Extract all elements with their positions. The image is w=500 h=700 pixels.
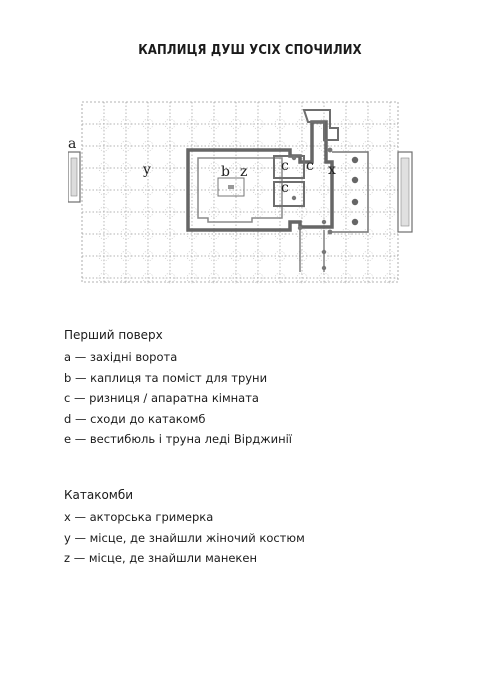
legend-first-floor <box>64 329 292 455</box>
east-stair-inner <box>401 158 409 226</box>
north-annex <box>304 110 338 140</box>
plan-label-a: a <box>68 136 77 152</box>
vault-arc <box>121 229 131 239</box>
legend-dash: — <box>70 510 90 524</box>
legend-title-first-floor: Перший поверх <box>64 328 163 342</box>
vestibule <box>332 152 368 232</box>
grid-boundary <box>82 102 398 282</box>
column <box>298 226 302 230</box>
legend-item-d <box>64 411 292 426</box>
plan-label-c-upper: c <box>281 158 289 174</box>
legend-key: d <box>64 411 72 426</box>
floor-plan <box>68 92 428 292</box>
column <box>328 148 333 153</box>
floor-plan-drawing <box>68 92 428 292</box>
vault-arc <box>363 141 373 151</box>
plan-label-z: z <box>240 164 248 180</box>
legend-item-c <box>64 393 292 405</box>
column <box>352 157 358 163</box>
legend-title-catacombs: Катакомби <box>64 488 134 502</box>
legend-dash: — <box>70 530 90 545</box>
plan-label-c-lower: c <box>281 180 289 196</box>
column <box>292 156 296 160</box>
column <box>322 220 326 224</box>
legend-key: a <box>64 350 72 364</box>
legend-key: b <box>64 370 72 385</box>
legend-key: y <box>64 530 71 545</box>
vault-arc <box>297 229 307 239</box>
legend-text: каплиця та поміст для труни <box>90 370 268 385</box>
legend-item-b <box>64 370 292 385</box>
plan-label-c-mid: c <box>306 158 314 174</box>
south-wall <box>300 230 324 272</box>
legend-dash: — <box>71 350 90 364</box>
west-gate-inner <box>71 158 77 196</box>
column <box>352 219 358 225</box>
vault-arc <box>143 141 153 151</box>
legend-key: c <box>64 391 71 405</box>
vault-arc <box>209 163 219 173</box>
legend-catacombs <box>64 489 305 574</box>
page-title: КАПЛИЦЯ ДУШ УСІХ СПОЧИЛИХ <box>138 42 362 58</box>
legend-key: x <box>64 510 71 524</box>
legend-text: місце, де знайшли манекен <box>88 551 257 565</box>
column <box>352 199 358 205</box>
legend-dash: — <box>70 551 89 565</box>
column <box>352 177 358 183</box>
legend-text: сходи до катакомб <box>90 411 206 426</box>
legend-dash: — <box>71 411 91 426</box>
coffin <box>228 185 234 189</box>
legend-key: z <box>64 551 71 565</box>
legend-item-x <box>64 512 305 524</box>
legend-text: вестибюль і труна леді Вірджинії <box>89 432 292 446</box>
legend-text: ризниця / апаратна кімната <box>89 391 259 405</box>
plan-label-b: b <box>221 164 230 180</box>
vault-arc <box>121 141 131 151</box>
catacomb-grid <box>82 102 398 283</box>
legend-item-y <box>64 530 305 545</box>
legend-text: акторська гримерка <box>89 510 214 524</box>
vault-arc <box>143 229 153 239</box>
plan-label-y: y <box>143 162 151 178</box>
legend-dash: — <box>71 432 90 446</box>
legend-item-e <box>64 434 292 446</box>
vault-arc <box>121 163 131 173</box>
legend-dash: — <box>70 391 90 405</box>
plan-label-x: x <box>328 162 336 178</box>
legend-item-z <box>64 553 305 565</box>
column <box>328 230 333 235</box>
legend-item-a <box>64 352 292 364</box>
legend-text: західні ворота <box>89 350 178 364</box>
chapel-walls <box>68 110 412 272</box>
vault-arc <box>297 141 307 151</box>
column <box>292 196 296 200</box>
legend-key: e <box>64 432 72 446</box>
legend-dash: — <box>71 370 91 385</box>
legend-text: місце, де знайшли жіночий костюм <box>89 530 305 545</box>
